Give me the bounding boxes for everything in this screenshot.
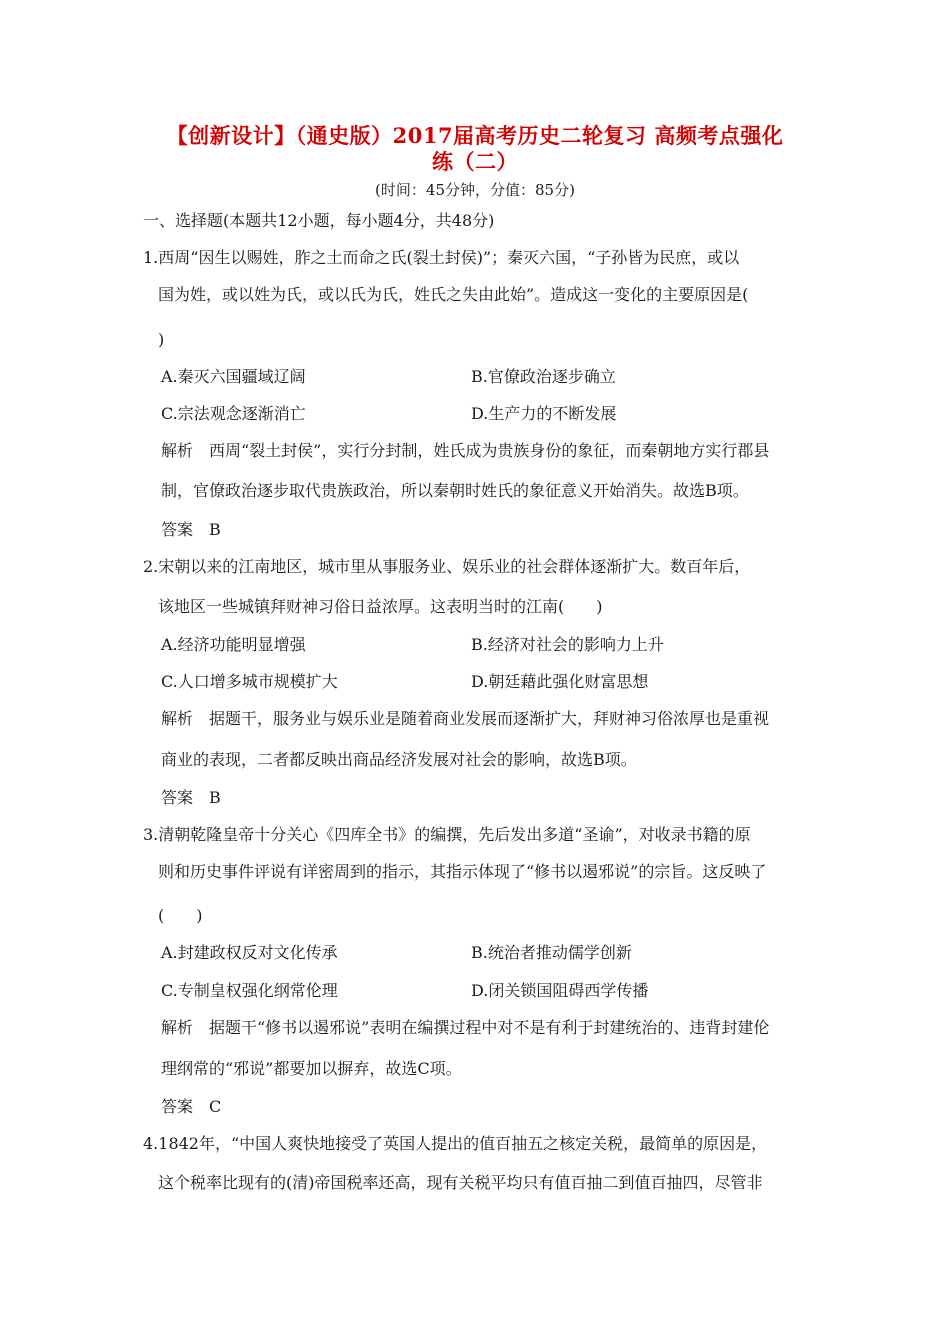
question-3-option-a: A.封建政权反对文化传承	[161, 943, 338, 962]
question-2-option-d: D.朝廷藉此强化财富思想	[471, 672, 649, 691]
question-2-stem-line-2: 该地区一些城镇拜财神习俗日益浓厚。这表明当时的江南( )	[158, 597, 603, 616]
question-3-answer: 答案 C	[161, 1097, 222, 1116]
question-3-stem-line-2: 则和历史事件评说有详密周到的指示，其指示体现了“修书以遏邪说”的宗旨。这反映了	[158, 862, 767, 881]
question-1-option-d: D.生产力的不断发展	[471, 404, 617, 423]
question-2-option-a: A.经济功能明显增强	[161, 635, 306, 654]
exam-time-score-info: (时间：45分钟，分值：85分)	[375, 181, 575, 199]
question-1-option-a: A.秦灭六国疆域辽阔	[161, 367, 306, 386]
question-1-analysis-line-2: 制，官僚政治逐步取代贵族政治，所以秦朝时姓氏的象征意义开始消失。故选B项。	[161, 481, 749, 500]
question-2-analysis-line-1: 解析 据题干，服务业与娱乐业是随着商业发展而逐渐扩大，拜财神习俗浓厚也是重视	[161, 709, 770, 728]
question-1-analysis-line-1: 解析 西周“裂土封侯”，实行分封制，姓氏成为贵族身份的象征，而秦朝地方实行郡县	[161, 441, 770, 460]
question-3-option-b: B.统治者推动儒学创新	[471, 943, 632, 962]
question-4-stem-line-2: 这个税率比现有的(清)帝国税率还高，现有关税平均只有值百抽二到值百抽四，尽管非	[158, 1173, 763, 1192]
question-3-stem-line-3: ( )	[158, 906, 203, 925]
question-3-analysis-line-2: 理纲常的“邪说”都要加以摒弃，故选C项。	[161, 1059, 462, 1078]
question-4-stem-line-1: 4.1842年，“中国人爽快地接受了英国人提出的值百抽五之核定关税，最简单的原因是，	[143, 1134, 768, 1153]
question-2-stem-line-1: 2.宋朝以来的江南地区，城市里从事服务业、娱乐业的社会群体逐渐扩大。数百年后，	[143, 557, 751, 576]
question-1-answer: 答案 B	[161, 520, 221, 539]
section-heading: 一、选择题(本题共12小题，每小题4分，共48分)	[143, 211, 495, 230]
question-1-stem-line-3: )	[158, 330, 165, 349]
question-1-option-b: B.官僚政治逐步确立	[471, 367, 616, 386]
question-3-stem-line-1: 3.清朝乾隆皇帝十分关心《四库全书》的编撰，先后发出多道“圣谕”，对收录书籍的原	[143, 825, 751, 844]
question-2-option-b: B.经济对社会的影响力上升	[471, 635, 664, 654]
question-3-analysis-line-1: 解析 据题干“修书以遏邪说”表明在编撰过程中对不是有利于封建统治的、违背封建伦	[161, 1018, 770, 1037]
question-1-stem-line-2: 国为姓，或以姓为氏，或以氏为氏，姓氏之失由此始”。造成这一变化的主要原因是(	[158, 285, 749, 304]
question-2-answer: 答案 B	[161, 788, 221, 807]
document-title-line-1: 【创新设计】（通史版）2017届高考历史二轮复习 高频考点强化	[166, 123, 784, 148]
question-3-option-d: D.闭关锁国阻碍西学传播	[471, 981, 649, 1000]
question-1-stem-line-1: 1.西周“因生以赐姓，胙之土而命之氏(裂土封侯)”；秦灭六国，“子孙皆为民庶，或以	[143, 248, 740, 267]
question-3-option-c: C.专制皇权强化纲常伦理	[161, 981, 338, 1000]
question-1-option-c: C.宗法观念逐渐消亡	[161, 404, 306, 423]
document-title-line-2: 练（二）	[432, 149, 518, 174]
question-2-option-c: C.人口增多城市规模扩大	[161, 672, 338, 691]
question-2-analysis-line-2: 商业的表现，二者都反映出商品经济发展对社会的影响，故选B项。	[161, 750, 637, 769]
